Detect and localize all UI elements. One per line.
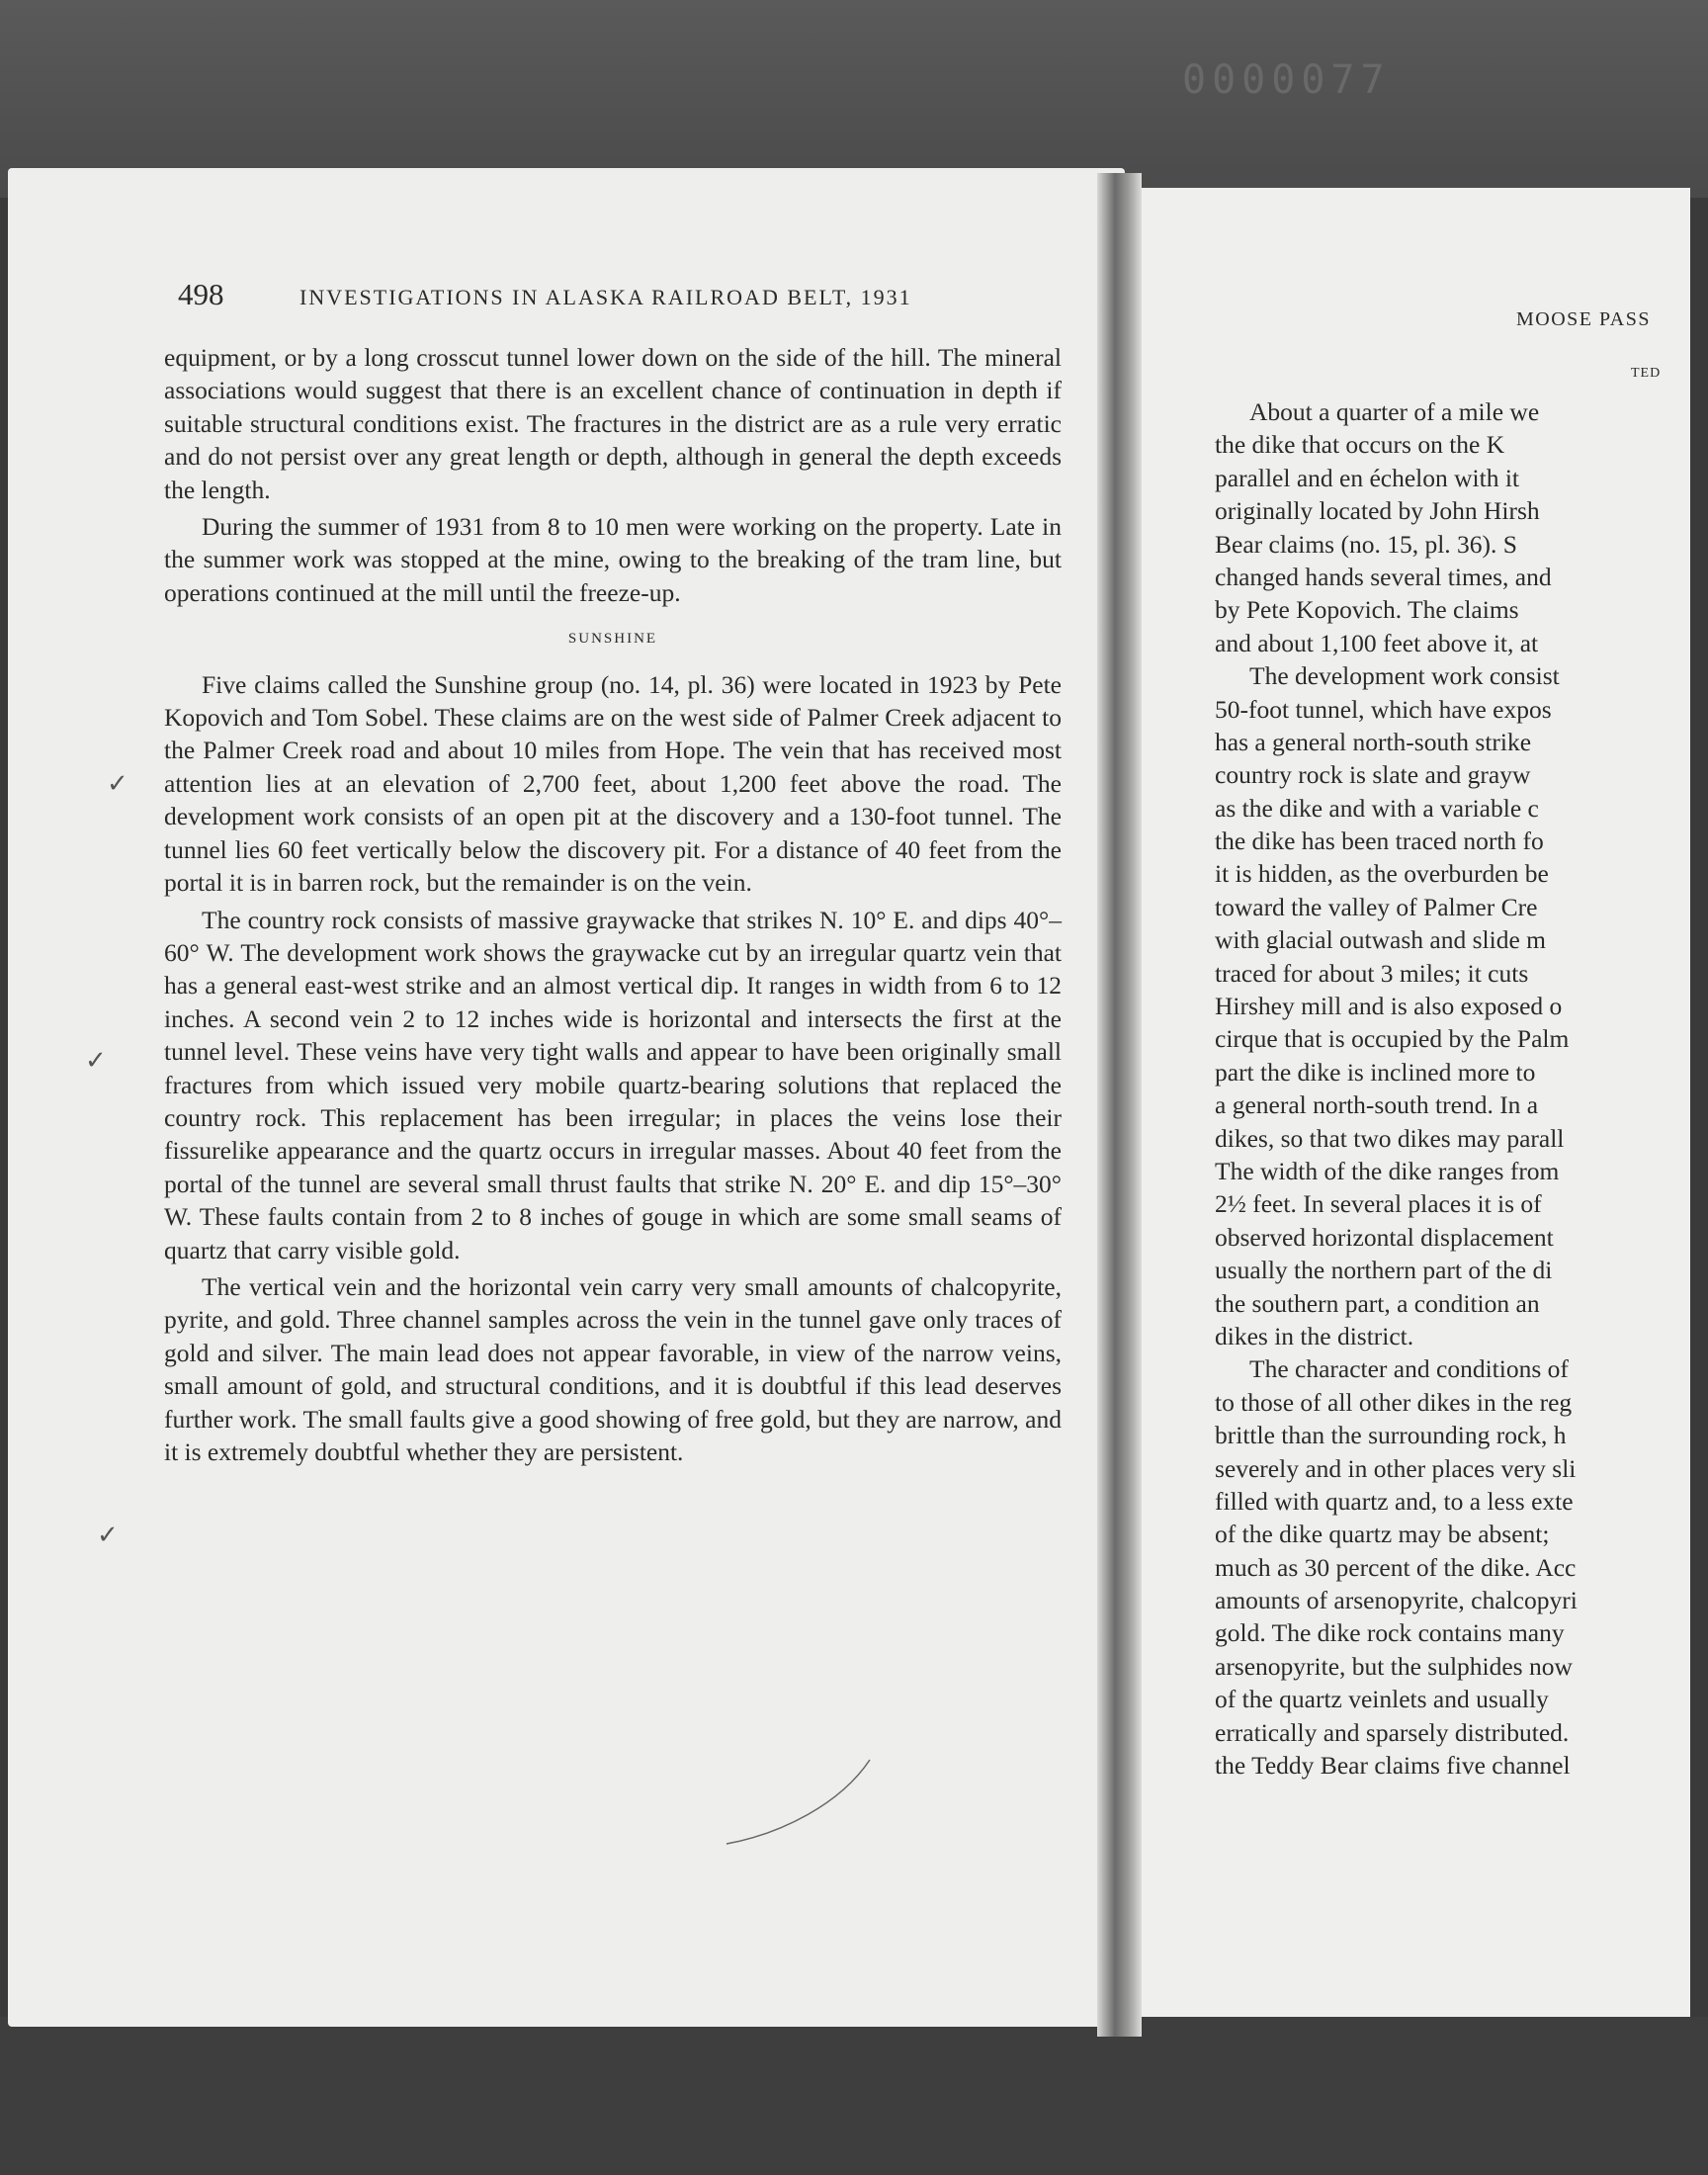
page-number: 498	[178, 277, 224, 311]
text-line: changed hands several times, and	[1215, 562, 1552, 591]
text-line: to those of all other dikes in the reg	[1215, 1387, 1573, 1417]
pencil-stroke	[722, 1755, 880, 1854]
text-line: The width of the dike ranges from	[1215, 1156, 1560, 1185]
text-line: and about 1,100 feet above it, at	[1215, 628, 1539, 657]
running-title: INVESTIGATIONS IN ALASKA RAILROAD BELT, 1931	[299, 285, 912, 309]
text-line: The development work consist	[1249, 661, 1560, 691]
text-line: 50-foot tunnel, which have expos	[1215, 694, 1552, 724]
margin-tick-mark: ✓	[107, 769, 128, 798]
left-text-column	[164, 341, 1062, 1468]
text-line: the southern part, a condition an	[1215, 1288, 1540, 1318]
text-line: part the dike is inclined more to	[1215, 1057, 1536, 1087]
text-line: it is hidden, as the overburden be	[1215, 859, 1549, 889]
book-gutter	[1097, 173, 1142, 2037]
text-line: has a general north-south strike	[1215, 727, 1532, 756]
text-line: Bear claims (no. 15, pl. 36). S	[1215, 529, 1517, 559]
text-line: the dike that occurs on the K	[1215, 430, 1505, 460]
right-running-head: MOOSE PASS	[1516, 308, 1651, 330]
text-line: The character and conditions of	[1249, 1354, 1569, 1384]
text-line: much as 30 percent of the dike. Acc	[1215, 1552, 1577, 1582]
text-line: toward the valley of Palmer Cre	[1215, 892, 1538, 921]
text-line: the dike has been traced north fo	[1215, 826, 1544, 856]
text-line: parallel and en échelon with it	[1215, 463, 1520, 492]
text-line: brittle than the surrounding rock, h	[1215, 1421, 1567, 1450]
paragraph-3: Five claims called the Sunshine group (no. 14, pl. 36) were located in 1923 by Pete Kopovich and Tom Sobel. These claims are on the west side of Palmer Creek adjacent to the Palmer Creek road and about 10 miles from Hope. The vein that has received most attention lies at an elevation of 2,700 feet, about 1,200 feet above the road. The development work consists of an open pit at the discovery and a 130-foot tunnel. The tunnel lies 60 feet vertically below the discovery pit. For a distance of 40 feet from the portal it is in barren rock, but the remainder is on the vein.	[164, 669, 1062, 898]
scan-background-bottom	[0, 2017, 1708, 2175]
paragraph-2: During the summer of 1931 from 8 to 10 men were working on the property. Late in the summer work was stopped at the mine, owing to the breaking of the tram line, but operations continued at the mill until the freeze-up.	[164, 512, 1062, 607]
text-line: the Teddy Bear claims five channel	[1215, 1751, 1571, 1781]
text-line: dikes, so that two dikes may parall	[1215, 1123, 1565, 1153]
right-section-heading: TED	[1631, 366, 1662, 381]
frame-number-stamp: 0000077	[1182, 57, 1391, 103]
text-line: About a quarter of a mile we	[1249, 397, 1540, 426]
right-text-column	[1215, 395, 1708, 1782]
text-line: arsenopyrite, but the sulphides now	[1215, 1651, 1573, 1681]
text-line: severely and in other places very sli	[1215, 1453, 1577, 1483]
paragraph-4: The country rock consists of massive graywacke that strikes N. 10° E. and dips 40°–60° W. The development work shows the graywacke cut by an irregular quartz vein that has a general east-west strike and an almost vertical dip. It ranges in width from 6 to 12 inches. A second vein 2 to 12 inches wide is horizontal and intersects the first at the tunnel level. These veins have very tight walls and appear to have been originally small fractures from which issued very mobile quartz-bearing solutions that replaced the country rock. This replacement has been irregular; in places the veins lose their fissurelike appearance and the quartz occurs in irregular masses. About 40 feet from the portal of the tunnel are several small thrust faults that strike N. 20° E. and dip 15°–30° W. These faults contain from 2 to 8 inches of gouge in which are some small seams of quartz that carry visible gold.	[164, 905, 1062, 1264]
paragraph-5: The vertical vein and the horizontal vein carry very small amounts of chalcopyrite, pyrite, and gold. Three channel samples across the vein in the tunnel gave only traces of gold and silver. The main lead does not appear favorable, in view of the narrow veins, small amount of gold, and structural conditions, and it is doubtful if this lead deserves further work. The small faults give a good showing of free gold, but they are narrow, and it is extremely doubtful whether they are persistent.	[164, 1271, 1062, 1466]
text-line: by Pete Kopovich. The claims	[1215, 595, 1519, 625]
text-line: dikes in the district.	[1215, 1321, 1414, 1350]
margin-tick-mark: ✓	[97, 1521, 119, 1549]
text-line: country rock is slate and grayw	[1215, 760, 1531, 790]
paragraph-1: equipment, or by a long crosscut tunnel lower down on the side of the hill. The mineral associations would suggest that there is an excellent chance of continuation in depth if suitable structural conditions exist. The fractures in the district are as a rule very erratic and do not persist over any great length or depth, although in general the depth exceeds the length.	[164, 343, 1062, 504]
text-line: originally located by John Hirsh	[1215, 496, 1540, 526]
text-line: cirque that is occupied by the Palm	[1215, 1024, 1570, 1054]
text-line: filled with quartz and, to a less exte	[1215, 1486, 1574, 1516]
text-line: gold. The dike rock contains many	[1215, 1618, 1565, 1648]
text-line: traced for about 3 miles; it cuts	[1215, 958, 1529, 988]
text-line: amounts of arsenopyrite, chalcopyri	[1215, 1586, 1578, 1615]
text-line: observed horizontal displacement	[1215, 1222, 1554, 1252]
text-line: as the dike and with a variable c	[1215, 793, 1539, 823]
text-line: a general north-south trend. In a	[1215, 1090, 1539, 1120]
text-line: Hirshey mill and is also exposed o	[1215, 992, 1563, 1021]
text-line: with glacial outwash and slide m	[1215, 925, 1546, 955]
text-line: usually the northern part of the di	[1215, 1256, 1553, 1285]
text-line: 2½ feet. In several places it is of	[1215, 1189, 1542, 1219]
running-header	[178, 277, 1068, 316]
section-heading: SUNSHINE	[567, 631, 658, 648]
text-line: erratically and sparsely distributed.	[1215, 1717, 1570, 1747]
text-line: of the quartz veinlets and usually	[1215, 1685, 1549, 1714]
text-line: of the dike quartz may be absent;	[1215, 1520, 1550, 1549]
margin-tick-mark: ✓	[85, 1046, 107, 1075]
